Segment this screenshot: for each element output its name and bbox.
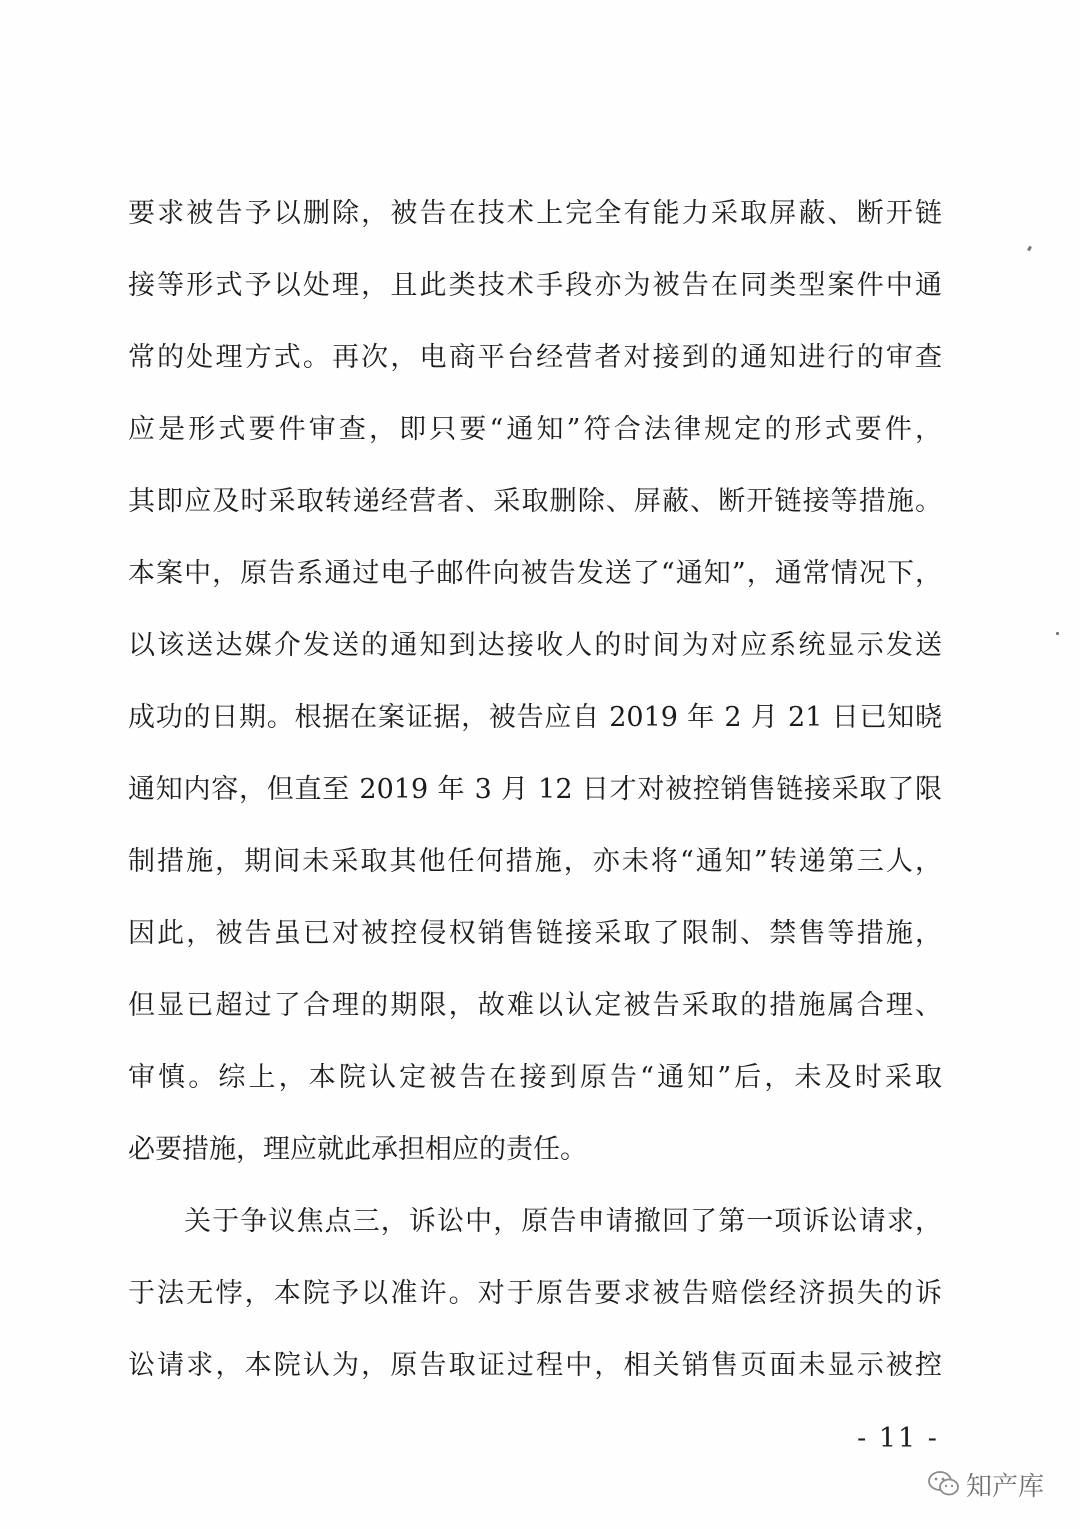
text-line-5: 其即应及时采取转递经营者、采取删除、屏蔽、断开链接等措施。 [128, 486, 942, 517]
text-line-11: 因此，被告虽已对被控侵权销售链接采取了限制、禁售等措施， [128, 918, 942, 949]
text-line-2: 接等形式予以处理，且此类技术手段亦为被告在同类型案件中通 [128, 270, 942, 301]
text-line-12: 但显已超过了合理的期限，故难以认定被告采取的措施属合理、 [128, 990, 942, 1021]
document-body [128, 178, 942, 1402]
watermark [928, 1462, 1044, 1506]
text-line-10: 制措施，期间未采取其他任何措施，亦未将“通知”转递第三人， [128, 846, 942, 877]
page-number [0, 1423, 1080, 1454]
text-line-1: 要求被告予以删除，被告在技术上完全有能力采取屏蔽、断开链 [128, 198, 942, 229]
text-line-13: 审慎。综上，本院认定被告在接到原告“通知”后，未及时采取 [128, 1062, 942, 1093]
scan-speck [1027, 246, 1032, 252]
watermark-label: 知产库 [966, 1471, 1045, 1502]
text-line-7: 以该送达媒介发送的通知到达接收人的时间为对应系统显示发送 [128, 630, 942, 661]
text-line-17: 讼请求，本院认为，原告取证过程中，相关销售页面未显示被控 [128, 1350, 942, 1381]
scan-speck [1056, 632, 1059, 635]
page-number-text: - 11 - [857, 1423, 939, 1454]
text-line-6: 本案中，原告系通过电子邮件向被告发送了“通知”，通常情况下， [128, 558, 942, 589]
text-line-3: 常的处理方式。再次，电商平台经营者对接到的通知进行的审查 [128, 342, 942, 373]
text-line-9: 通知内容，但直至 2019 年 3 月 12 日才对被控销售链接采取了限 [128, 774, 942, 805]
text-line-4: 应是形式要件审查，即只要“通知”符合法律规定的形式要件， [128, 414, 942, 445]
text-line-14: 必要措施，理应就此承担相应的责任。 [128, 1134, 587, 1165]
text-line-16: 于法无悖，本院予以准许。对于原告要求被告赔偿经济损失的诉 [128, 1278, 942, 1309]
wechat-icon [928, 1470, 960, 1498]
text-line-15: 关于争议焦点三，诉讼中，原告申请撤回了第一项诉讼请求， [184, 1206, 942, 1237]
text-line-8: 成功的日期。根据在案证据，被告应自 2019 年 2 月 21 日已知晓 [128, 702, 942, 733]
